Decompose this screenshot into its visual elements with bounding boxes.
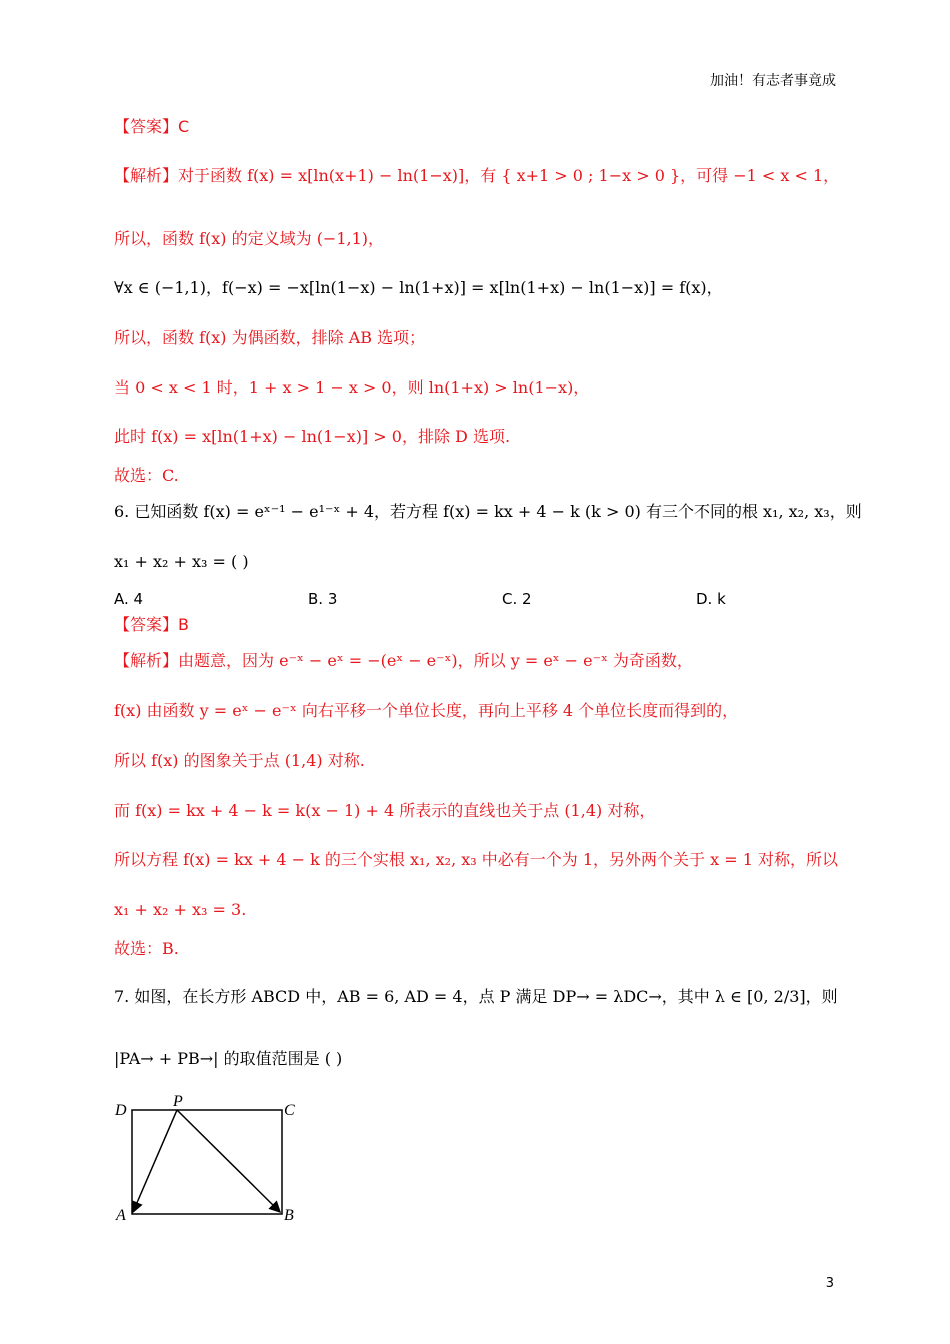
q5-analysis-line5: 当 0 < x < 1 时，1 + x > 1 − x > 0，则 ln(1+x) > ln(1−x)， <box>114 378 590 397</box>
q6-analysis-line2: f(x) 由函数 y = eˣ − e⁻ˣ 向右平移一个单位长度，再向上平移 4 个单位长度而得到的， <box>114 701 739 720</box>
q7-stem-line2: |PA→ + PB→| 的取值范围是 ( ) <box>114 1049 343 1068</box>
header-slogan: 加油！有志者事竟成 <box>710 73 836 89</box>
q6-analysis-line1: 【解析】由题意，因为 e⁻ˣ − eˣ = −(eˣ − e⁻ˣ)，所以 y = eˣ − e⁻ˣ 为奇函数， <box>114 651 693 670</box>
label-b: B <box>284 1207 294 1224</box>
q6-stem-line1: 6. 已知函数 f(x) = eˣ⁻¹ − e¹⁻ˣ + 4，若方程 f(x) = kx + 4 − k (k > 0) 有三个不同的根 x₁, x₂, x₃，则 <box>114 502 862 521</box>
q6-analysis-line6: x₁ + x₂ + x₃ = 3. <box>114 900 247 919</box>
q5-analysis-line1: 【解析】对于函数 f(x) = x[ln(x+1) − ln(1−x)]，有 { x+1 > 0 ; 1−x > 0 }，可得 −1 < x < 1， <box>114 166 840 185</box>
q5-choice: 故选：C. <box>114 466 179 485</box>
q5-analysis-line4: 所以，函数 f(x) 为偶函数，排除 AB 选项； <box>114 328 426 347</box>
q6-analysis-line5: 所以方程 f(x) = kx + 4 − k 的三个实根 x₁, x₂, x₃ 中必有一个为 1，另外两个关于 x = 1 对称，所以 <box>114 850 838 869</box>
q6-option-b: B. 3 <box>308 590 338 608</box>
rectangle-figure <box>110 1092 310 1227</box>
page-number: 3 <box>825 1276 834 1291</box>
q5-answer: 【答案】C <box>114 117 190 136</box>
q6-stem-line2: x₁ + x₂ + x₃ = ( ) <box>114 552 249 571</box>
label-d: D <box>115 1102 127 1119</box>
q6-analysis-line3: 所以 f(x) 的图象关于点 (1,4) 对称. <box>114 751 365 770</box>
q6-answer: 【答案】B <box>114 615 189 634</box>
q5-analysis-line3: ∀x ∈ (−1,1)，f(−x) = −x[ln(1−x) − ln(1+x)] = x[ln(1+x) − ln(1−x)] = f(x)， <box>114 278 723 297</box>
q6-option-c: C. 2 <box>502 590 532 608</box>
label-c: C <box>284 1102 295 1119</box>
q6-choice: 故选：B. <box>114 939 179 958</box>
q7-stem-line1: 7. 如图，在长方形 ABCD 中，AB = 6, AD = 4，点 P 满足 DP→ = λDC→，其中 λ ∈ [0, 2/3]，则 <box>114 987 838 1006</box>
vector-pa <box>133 1110 177 1212</box>
q6-option-d: D. k <box>696 590 726 608</box>
vector-pb <box>177 1110 280 1212</box>
label-p: P <box>173 1093 183 1110</box>
q6-option-a: A. 4 <box>114 590 144 608</box>
q5-analysis-line2: 所以，函数 f(x) 的定义域为 (−1,1)， <box>114 229 385 248</box>
q6-analysis-line4: 而 f(x) = kx + 4 − k = k(x − 1) + 4 所表示的直线也关于点 (1,4) 对称， <box>114 801 656 820</box>
label-a: A <box>116 1207 126 1224</box>
q5-analysis-line6: 此时 f(x) = x[ln(1+x) − ln(1−x)] > 0，排除 D 选项. <box>114 427 511 446</box>
